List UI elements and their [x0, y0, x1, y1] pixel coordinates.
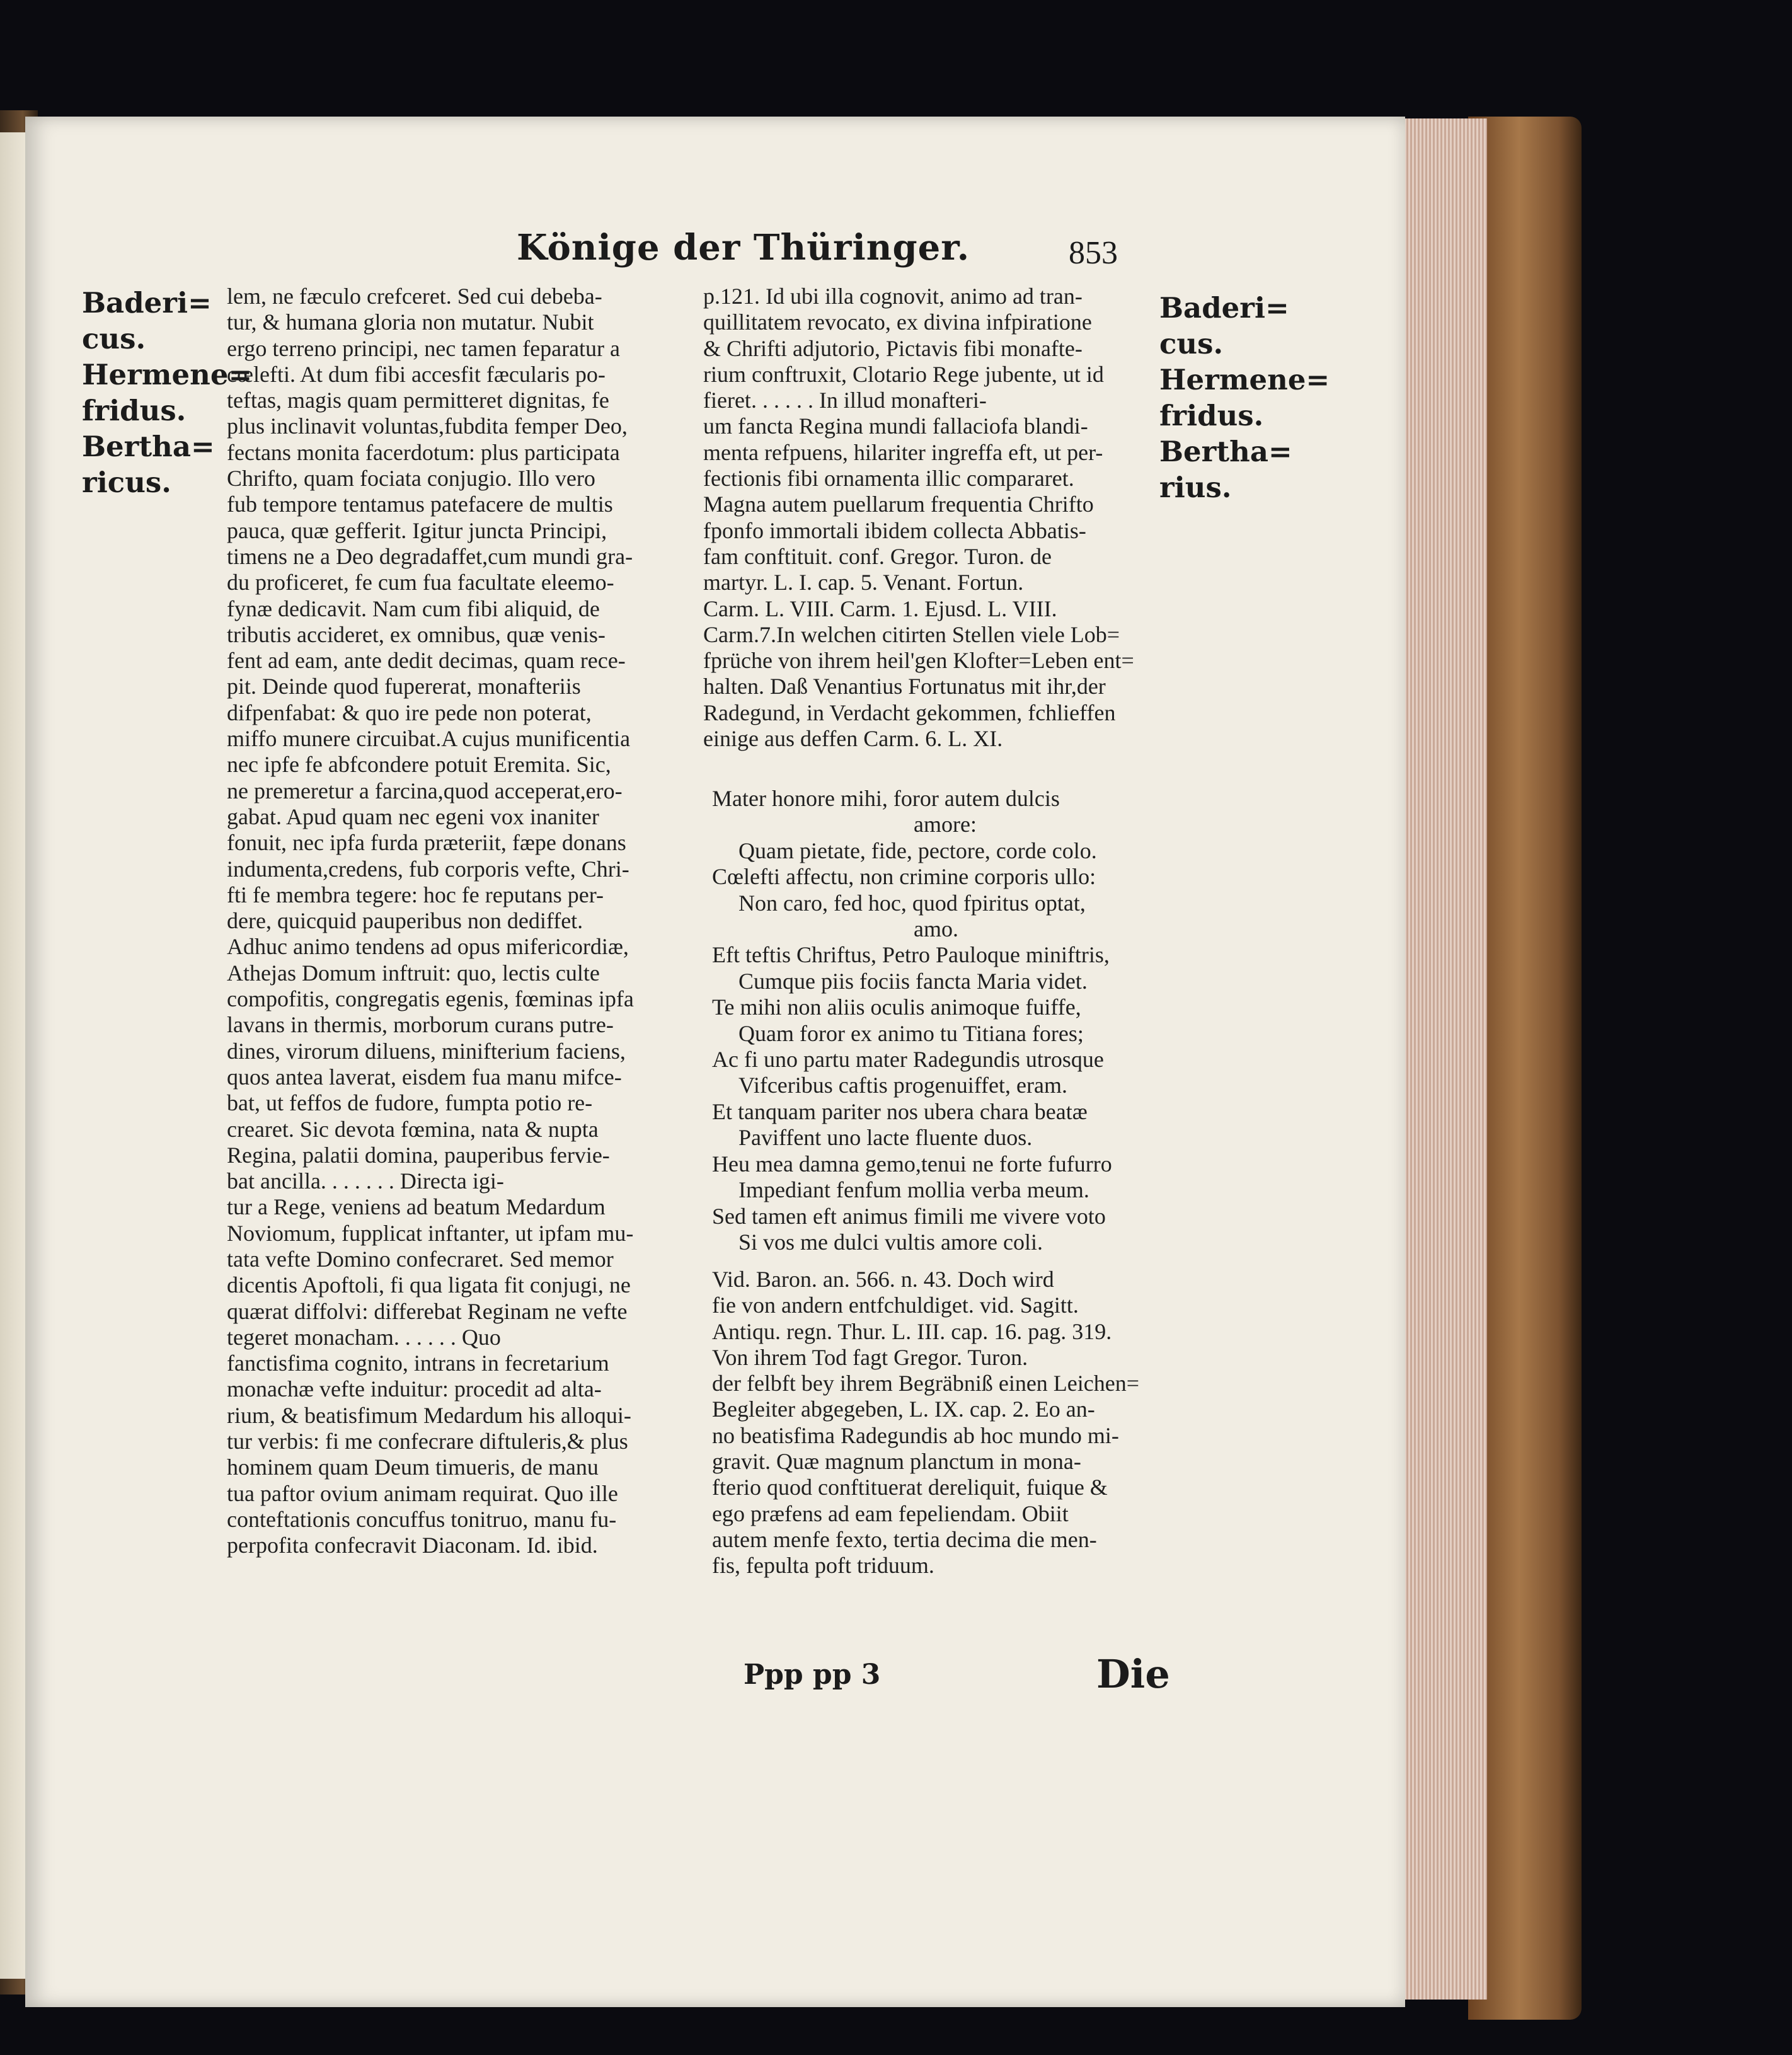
text-line: tur a Rege, veniens ad beatum Medardum: [227, 1194, 606, 1220]
text-line: fti fe membra tegere: hoc fe reputans per-: [227, 882, 604, 907]
text-line: fynæ dedicavit. Nam cum fibi aliquid, de: [227, 596, 600, 621]
text-line: tua paftor ovium animam requirat. Quo ille: [227, 1480, 618, 1506]
text-line: quærat diffolvi: differebat Reginam ne vefte: [227, 1298, 628, 1324]
margin-line: Hermene=: [1159, 363, 1330, 396]
text-line: fent ad eam, ante dedit decimas, quam rece-: [227, 648, 626, 674]
poem-line: Vifceribus caftis progenuiffet, eram.: [738, 1073, 1067, 1098]
text-line: difpenfabat: & quo ire pede non poterat,: [227, 699, 592, 725]
poem-line: Ac fi uno partu mater Radegundis utrosque: [712, 1047, 1104, 1073]
text-line: fectans monita facerdotum: plus participata: [227, 439, 620, 465]
text-line: um fancta Regina mundi fallaciofa blandi-: [703, 413, 1088, 439]
margin-line: Bertha=: [1159, 435, 1292, 468]
text-line: Carm. L. VIII. Carm. 1. Ejusd. L. VIII.: [703, 596, 1057, 621]
text-line: Antiqu. regn. Thur. L. III. cap. 16. pag. 319.: [712, 1318, 1112, 1344]
margin-line: ricus.: [82, 466, 171, 499]
text-line: quos antea laverat, eisdem fua manu mifce-: [227, 1064, 622, 1090]
page-number: 853: [1069, 235, 1118, 271]
text-line: Vid. Baron. an. 566. n. 43. Doch wird: [712, 1267, 1054, 1292]
text-line: timens ne a Deo degradaffet,cum mundi gra-: [227, 543, 633, 569]
text-line: menta refpuens, hilariter ingreffa eft, ut per-: [703, 439, 1103, 465]
text-line: Radegund, in Verdacht gekommen, fchlieffen: [703, 699, 1116, 725]
margin-line: rius.: [1159, 471, 1232, 504]
text-line: der felbft bey ihrem Begräbniß einen Leichen=: [712, 1371, 1140, 1396]
text-line: indumenta,credens, fub corporis vefte, Chri-: [227, 856, 629, 882]
text-line: Von ihrem Tod fagt Gregor. Turon.: [712, 1344, 1028, 1370]
text-line: Athejas Domum inftruit: quo, lectis culte: [227, 960, 600, 986]
text-line: nec ipfe fe abfcondere potuit Eremita. Sic,: [227, 752, 611, 778]
text-line: fectionis fibi ornamenta illic compararet.: [703, 466, 1074, 492]
text-line: dines, virorum diluens, minifterium faciens,: [227, 1038, 626, 1064]
text-line: fponfo immortali ibidem collecta Abbatis-: [703, 517, 1086, 543]
text-line: gravit. Quæ magnum planctum in mona-: [712, 1449, 1081, 1475]
margin-note-left: [82, 285, 253, 500]
poem-line: Eft teftis Chriftus, Petro Pauloque miniftris,: [712, 942, 1110, 968]
text-line: tur verbis: fi me confecrare diftuleris,& plus: [227, 1429, 628, 1454]
right-text-column-end: [712, 1267, 1178, 1579]
text-line: lem, ne fæculo crefceret. Sed cui debeba-: [227, 284, 602, 309]
margin-line: cus.: [82, 322, 146, 355]
text-line: Regina, palatii domina, pauperibus fervie-: [227, 1142, 610, 1168]
text-line: miffo munere circuibat.A cujus munificentia: [227, 726, 631, 752]
text-line: compofitis, congregatis egenis, fœminas ipfa: [227, 986, 634, 1012]
poem-line: Paviffent uno lacte fluente duos.: [738, 1125, 1033, 1151]
poem-line: Heu mea damna gemo,tenui ne forte fufurro: [712, 1151, 1112, 1177]
text-line: ne premeretur a farcina,quod acceperat,ero-: [227, 778, 623, 803]
text-line: lavans in thermis, morborum curans putre-: [227, 1012, 614, 1038]
text-line: Begleiter abgegeben, L. IX. cap. 2. Eo an-: [712, 1396, 1095, 1422]
margin-line: Hermene=: [82, 358, 253, 391]
poem-line: Non caro, fed hoc, quod fpiritus optat,: [738, 890, 1086, 916]
text-line: quillitatem revocato, ex divina infpiratione: [703, 309, 1092, 335]
poem-line: Mater honore mihi, foror autem dulcis: [712, 786, 1060, 811]
right-text-column-prose: [703, 284, 1169, 752]
poem-line: Te mihi non aliis oculis animoque fuiffe,: [712, 994, 1081, 1020]
text-line: fieret. . . . . . In illud monafteri-: [703, 388, 987, 413]
margin-line: Baderi=: [82, 286, 212, 319]
text-line: fanctisfima cognito, intrans in fecretarium: [227, 1350, 609, 1376]
text-line: no beatisfima Radegundis ab hoc mundo mi-: [712, 1422, 1119, 1448]
text-line: p.121. Id ubi illa cognovit, animo ad tran-: [703, 284, 1083, 309]
text-line: fub tempore tentamus patefacere de multis: [227, 492, 613, 517]
text-line: martyr. L. I. cap. 5. Venant. Fortun.: [703, 570, 1024, 596]
text-line: fie von andern entfchuldiget. vid. Sagitt.: [712, 1292, 1079, 1318]
text-line: fprüche von ihrem heil'gen Klofter=Leben ent=: [703, 648, 1134, 674]
poem-line: Quam pietate, fide, pectore, corde colo.: [738, 838, 1097, 863]
text-line: Carm.7.In welchen citirten Stellen viele Lob=: [703, 621, 1120, 647]
poem-line: amo.: [914, 916, 958, 942]
margin-line: Baderi=: [1159, 291, 1289, 325]
text-line: monachæ vefte induitur: procedit ad alta-: [227, 1376, 602, 1402]
page-stack-edge: [1399, 118, 1487, 2000]
text-line: bat, ut feffos de fudore, fumpta potio re-: [227, 1090, 593, 1116]
text-line: autem menfe fexto, tertia decima die men-: [712, 1526, 1097, 1552]
text-line: bat ancilla. . . . . . . Directa igi-: [227, 1168, 504, 1194]
poem-line: Et tanquam pariter nos ubera chara beatæ: [712, 1098, 1088, 1124]
margin-line: fridus.: [1159, 399, 1264, 432]
text-line: einige aus deffen Carm. 6. L. XI.: [703, 726, 1003, 752]
poem-line: Quam foror ex animo tu Titiana fores;: [738, 1020, 1084, 1046]
text-line: conteftationis concuffus tonitruo, manu fu-: [227, 1506, 617, 1532]
text-line: Magna autem puellarum frequentia Chrifto: [703, 492, 1094, 517]
text-line: tata vefte Domino confecraret. Sed memor: [227, 1246, 614, 1272]
poem-line: Si vos me dulci vultis amore coli.: [738, 1229, 1043, 1255]
text-line: rium, & beatisfimum Medardum his alloqui-: [227, 1402, 631, 1428]
running-title: Könige der Thüringer.: [517, 227, 970, 268]
text-line: perpofita confecravit Diaconam. Id. ibid.: [227, 1533, 598, 1558]
text-line: pit. Deinde quod fupererat, monafteriis: [227, 674, 581, 699]
text-line: tributis accideret, ex omnibus, quæ venis-: [227, 621, 606, 647]
text-line: fterio quod conftituerat dereliquit, fuique &: [712, 1475, 1108, 1500]
left-text-column: [227, 284, 687, 1559]
text-line: ego præfens ad eam fepeliendam. Obiit: [712, 1500, 1069, 1526]
text-line: cœlefti. At dum fibi accesfit fæcularis po-: [227, 361, 606, 387]
text-line: Adhuc animo tendens ad opus mifericordiæ,: [227, 934, 629, 960]
text-line: gabat. Apud quam nec egeni vox inaniter: [227, 803, 599, 829]
poem-line: Cumque piis fociis fancta Maria videt.: [738, 968, 1088, 994]
text-line: halten. Daß Venantius Fortunatus mit ihr,der: [703, 674, 1106, 699]
text-line: tegeret monacham. . . . . . Quo: [227, 1324, 501, 1350]
text-line: tur, & humana gloria non mutatur. Nubit: [227, 309, 594, 335]
text-line: & Chrifti adjutorio, Pictavis fibi monafte-: [703, 335, 1083, 361]
catchword: Die: [1096, 1651, 1170, 1697]
text-line: ergo terreno principi, nec tamen feparatur a: [227, 335, 621, 361]
poem-line: Sed tamen eft animus fimili me vivere voto: [712, 1203, 1106, 1229]
signature-mark: Ppp pp 3: [744, 1659, 881, 1691]
poem-block: [712, 786, 1178, 1255]
margin-note-right: [1159, 290, 1330, 505]
text-line: Noviomum, fupplicat inftanter, ut ipfam mu-: [227, 1220, 634, 1246]
text-line: teftas, magis quam permitteret dignitas, fe: [227, 388, 609, 413]
text-line: fam conftituit. conf. Gregor. Turon. de: [703, 543, 1052, 569]
text-line: du proficeret, fe cum fua facultate eleemo-: [227, 570, 614, 596]
text-line: fis, fepulta poft triduum.: [712, 1553, 934, 1579]
text-line: dicentis Apoftoli, fi qua ligata fit conjugi, ne: [227, 1272, 631, 1298]
text-line: pauca, quæ gefferit. Igitur juncta Principi,: [227, 517, 607, 543]
text-line: crearet. Sic devota fœmina, nata & nupta: [227, 1116, 599, 1142]
text-line: hominem quam Deum timueris, de manu: [227, 1454, 599, 1480]
text-line: Chrifto, quam fociata conjugio. Illo vero: [227, 466, 595, 492]
poem-line: Impediant fenfum mollia verba meum.: [738, 1177, 1089, 1203]
margin-line: fridus.: [82, 394, 187, 427]
text-line: rium conftruxit, Clotario Rege jubente, ut id: [703, 361, 1104, 387]
poem-line: amore:: [914, 812, 977, 838]
margin-line: cus.: [1159, 327, 1224, 360]
margin-line: Bertha=: [82, 430, 215, 463]
text-line: plus inclinavit voluntas,fubdita femper Deo,: [227, 413, 628, 439]
poem-line: Cœlefti affectu, non crimine corporis ullo:: [712, 864, 1096, 890]
text-line: dere, quicquid pauperibus non dediffet.: [227, 908, 583, 934]
text-line: fonuit, nec ipfa furda præteriit, fæpe donans: [227, 830, 626, 856]
